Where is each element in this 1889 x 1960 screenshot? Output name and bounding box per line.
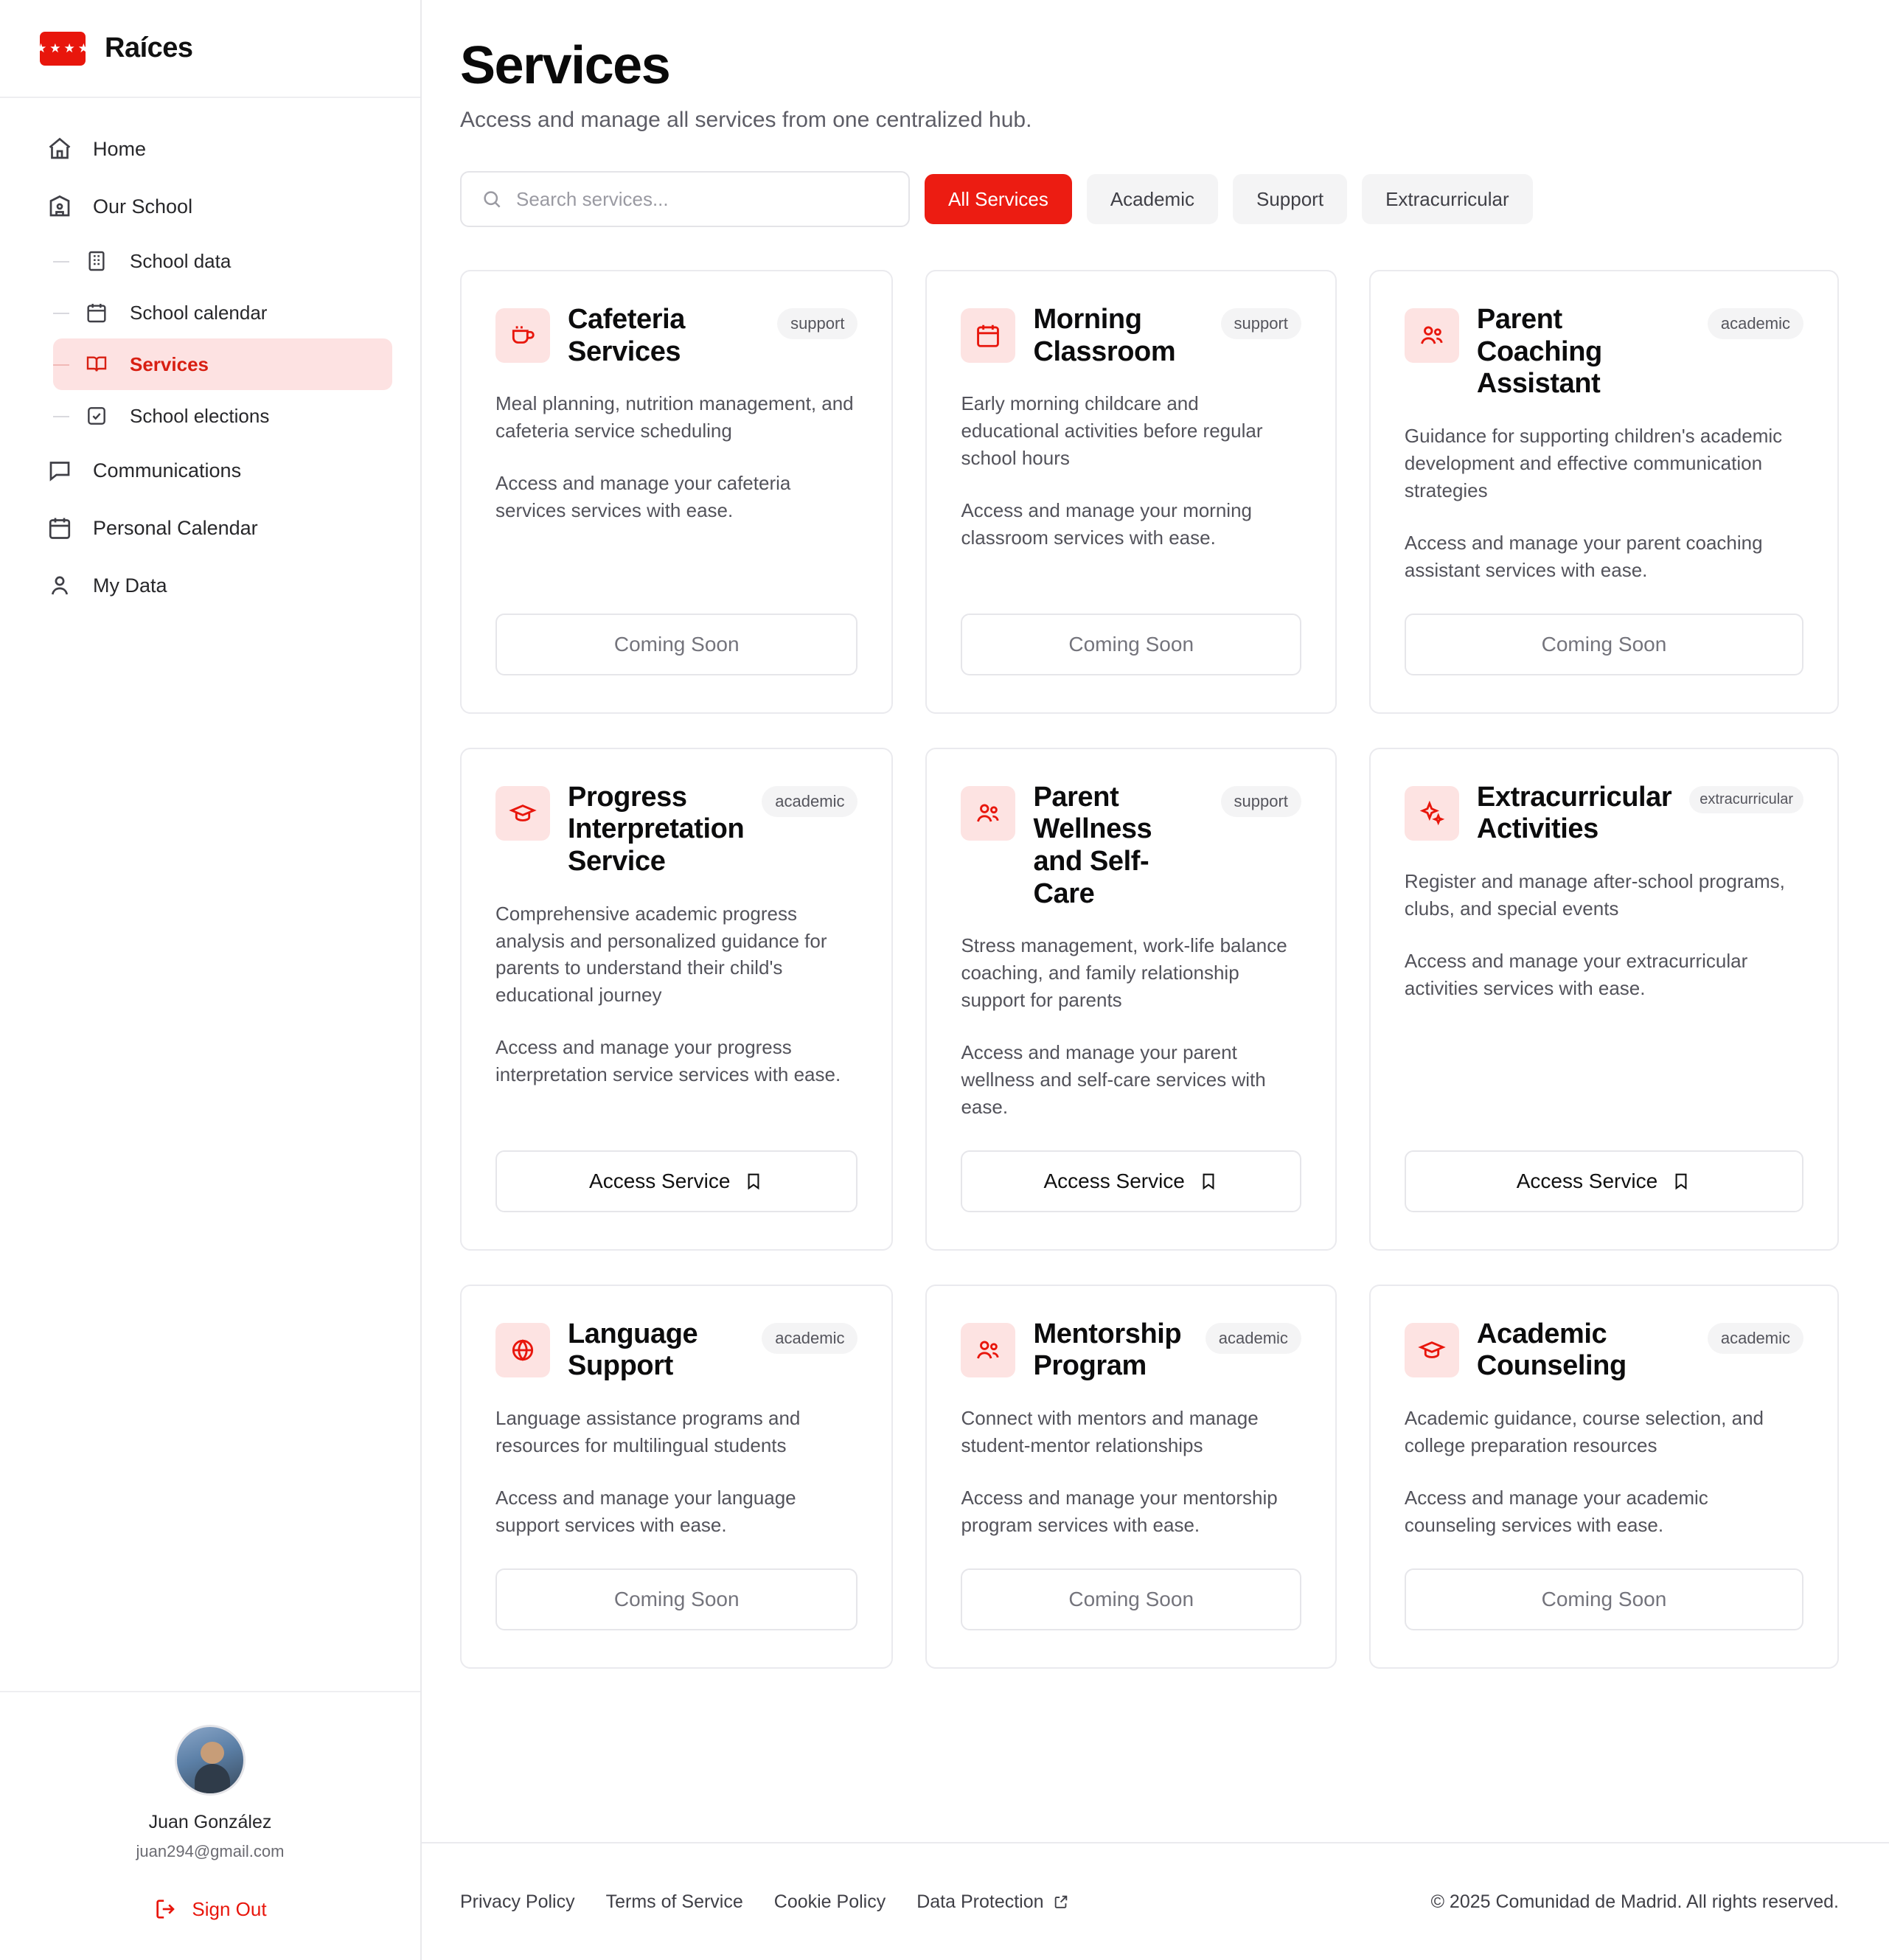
coming-soon-button[interactable] — [1405, 614, 1803, 675]
card-description: Academic guidance, course selection, and college preparation resources — [1404, 1407, 1764, 1457]
building-icon — [83, 247, 111, 275]
school-building-icon — [46, 192, 74, 220]
bookmark-icon — [1671, 1171, 1691, 1192]
graduation-cap-icon — [495, 786, 550, 841]
button-label: Coming Soon — [1541, 1587, 1667, 1610]
sidebar-item-label: Home — [93, 137, 147, 160]
calendar-icon — [961, 308, 1015, 363]
card-title: Extracurricular Activities — [1476, 781, 1672, 845]
button-label: Coming Soon — [1068, 632, 1194, 656]
calendar-icon — [83, 299, 111, 327]
status-badge: support — [1221, 308, 1301, 339]
sidebar-item-school-data[interactable] — [53, 235, 392, 287]
coming-soon-button[interactable] — [495, 614, 857, 675]
status-badge: academic — [1708, 1323, 1803, 1354]
home-icon — [46, 135, 74, 163]
page-subtitle: Access and manage all services from one centralized hub. — [460, 108, 1032, 132]
avatar[interactable] — [175, 1725, 246, 1796]
sidebar-subnav — [53, 235, 392, 442]
card-title: Academic Counseling — [1476, 1318, 1627, 1382]
sidebar-item-label: School calendar — [130, 301, 268, 324]
sidebar — [0, 0, 422, 1960]
card-note: Access and manage your morning classroom services with ease. — [961, 499, 1252, 549]
status-badge: extracurricular — [1689, 786, 1803, 813]
sign-out-button[interactable] — [153, 1897, 266, 1922]
status-badge: support — [1221, 786, 1301, 817]
button-label: Coming Soon — [613, 632, 740, 656]
footer-link-terms-of-service[interactable]: Terms of Service — [605, 1891, 743, 1912]
sidebar-item-label: Communications — [93, 459, 242, 482]
search-input[interactable] — [516, 188, 889, 211]
services-grid — [460, 270, 1839, 1728]
book-open-icon — [83, 350, 111, 378]
card-description: Meal planning, nutrition management, and cafeteria service scheduling — [495, 392, 854, 442]
chat-bubble-icon — [46, 456, 74, 484]
button-label: Coming Soon — [1068, 1587, 1194, 1610]
calendar-icon — [46, 514, 74, 542]
users-icon — [1405, 308, 1459, 363]
card-title: Mentorship Program — [1033, 1318, 1182, 1382]
card-description: Connect with mentors and manage student-mentor relationships — [961, 1407, 1259, 1457]
coming-soon-button[interactable] — [961, 1568, 1301, 1630]
sidebar-item-label: Personal Calendar — [93, 516, 258, 539]
button-label: Access Service — [1516, 1169, 1658, 1192]
card-title: Parent Coaching Assistant — [1476, 304, 1602, 400]
card-note: Access and manage your cafeteria services services with ease. — [495, 472, 791, 522]
copyright-text: © 2025 Comunidad de Madrid. All rights reserved. — [1430, 1891, 1839, 1912]
sidebar-item-label: Services — [130, 352, 209, 375]
service-card[interactable] — [1369, 1285, 1839, 1669]
sidebar-item-label: School elections — [130, 404, 270, 427]
card-description: Language assistance programs and resources for multilingual students — [495, 1407, 801, 1457]
user-name: Juan González — [148, 1812, 272, 1832]
card-description: Guidance for supporting children's academic development and effective communication strategies — [1404, 425, 1783, 501]
status-badge: academic — [1206, 1323, 1301, 1354]
graduation-cap-icon — [1405, 1323, 1459, 1377]
footer-links — [460, 1891, 1069, 1913]
footer-link-cookie-policy[interactable]: Cookie Policy — [773, 1891, 886, 1912]
service-card[interactable] — [1369, 748, 1839, 1251]
card-note: Access and manage your parent coaching assistant services with ease. — [1404, 531, 1763, 581]
card-note: Access and manage your parent wellness and self-care services with ease. — [961, 1041, 1266, 1118]
status-badge: support — [777, 308, 857, 339]
page-title: Services — [460, 36, 670, 95]
madrid-stars-logo-icon: ★ ★ ★ ★ — [40, 32, 86, 66]
sidebar-item-personal-calendar[interactable] — [28, 499, 392, 557]
sidebar-item-label: My Data — [93, 574, 167, 597]
card-title: Parent Wellness and Self-Care — [1033, 781, 1152, 909]
service-card[interactable] — [925, 270, 1336, 714]
checkbox-icon — [83, 402, 111, 430]
card-title: Cafeteria Services — [568, 304, 686, 367]
footer-link-privacy-policy[interactable]: Privacy Policy — [460, 1891, 575, 1912]
button-label: Coming Soon — [1541, 632, 1667, 656]
card-note: Access and manage your language support services with ease. — [495, 1486, 796, 1536]
card-description: Stress management, work-life balance coaching, and family relationship support for parents — [961, 934, 1287, 1012]
sidebar-item-my-data[interactable] — [28, 557, 392, 614]
card-note: Access and manage your mentorship program services with ease. — [961, 1486, 1278, 1536]
sparkles-icon — [1405, 786, 1459, 841]
button-label: Coming Soon — [613, 1587, 740, 1610]
button-label: Access Service — [1043, 1169, 1185, 1192]
user-email: juan294@gmail.com — [136, 1842, 285, 1860]
services-toolbar — [460, 171, 1839, 227]
card-note: Access and manage your extracurricular activities services with ease. — [1404, 949, 1748, 999]
sidebar-item-services[interactable] — [53, 338, 392, 390]
logout-icon — [153, 1897, 178, 1922]
sidebar-item-communications[interactable] — [28, 442, 392, 499]
access-service-button[interactable] — [1405, 1150, 1803, 1212]
external-link-icon — [1053, 1894, 1069, 1910]
filter-academic[interactable]: Academic — [1087, 174, 1218, 224]
button-label: Access Service — [589, 1169, 731, 1192]
service-card[interactable] — [460, 748, 893, 1251]
service-card[interactable] — [1369, 270, 1839, 714]
card-note: Access and manage your academic counseling services with ease. — [1404, 1486, 1708, 1536]
filter-extracurricular[interactable]: Extracurricular — [1362, 174, 1533, 224]
sidebar-item-school-calendar[interactable] — [53, 287, 392, 338]
search-box[interactable] — [460, 171, 910, 227]
brand-name: Raíces — [105, 32, 193, 63]
status-badge: academic — [1708, 308, 1803, 339]
sign-out-label: Sign Out — [192, 1897, 267, 1920]
service-card[interactable] — [460, 1285, 893, 1669]
sidebar-item-school-elections[interactable] — [53, 390, 392, 442]
sidebar-nav — [0, 98, 420, 1691]
access-service-button[interactable] — [961, 1150, 1301, 1212]
coming-soon-button[interactable] — [961, 614, 1301, 675]
sidebar-user-panel — [0, 1691, 420, 1960]
coming-soon-button[interactable] — [495, 1568, 857, 1630]
status-badge: academic — [762, 1323, 857, 1354]
sidebar-item-our-school[interactable] — [28, 178, 392, 235]
service-card[interactable] — [925, 1285, 1336, 1669]
card-note: Access and manage your progress interpretation service services with ease. — [495, 1036, 841, 1086]
filter-all-services[interactable]: All Services — [925, 174, 1072, 224]
footer-link-label: Data Protection — [916, 1891, 1044, 1912]
users-icon — [961, 1323, 1015, 1377]
brand[interactable] — [0, 0, 420, 98]
sidebar-item-home[interactable] — [28, 120, 392, 178]
coffee-cup-icon — [495, 308, 550, 363]
card-title: Progress Interpretation Service — [568, 781, 745, 877]
user-icon — [46, 571, 74, 600]
service-card[interactable] — [460, 270, 893, 714]
service-card[interactable] — [925, 748, 1336, 1251]
sidebar-item-label: School data — [130, 249, 232, 272]
coming-soon-button[interactable] — [1405, 1568, 1803, 1630]
sidebar-item-label: Our School — [93, 195, 193, 218]
filter-support[interactable]: Support — [1233, 174, 1347, 224]
bookmark-icon — [1198, 1171, 1219, 1192]
search-icon — [481, 188, 503, 210]
card-title: Morning Classroom — [1033, 304, 1176, 367]
card-title: Language Support — [568, 1318, 698, 1382]
status-badge: academic — [762, 786, 857, 817]
services-page — [422, 0, 1889, 1842]
card-description: Early morning childcare and educational activities before regular school hours — [961, 392, 1263, 470]
bookmark-icon — [743, 1171, 764, 1192]
access-service-button[interactable] — [495, 1150, 857, 1212]
page-footer — [422, 1842, 1889, 1960]
footer-link-data-protection[interactable] — [916, 1891, 1068, 1913]
card-description: Comprehensive academic progress analysis and personalized guidance for parents to understand their child's educational journey — [495, 902, 827, 1007]
main-content — [422, 0, 1889, 1960]
globe-icon — [495, 1323, 550, 1377]
card-description: Register and manage after-school programs, clubs, and special events — [1404, 869, 1785, 920]
users-icon — [961, 786, 1015, 841]
